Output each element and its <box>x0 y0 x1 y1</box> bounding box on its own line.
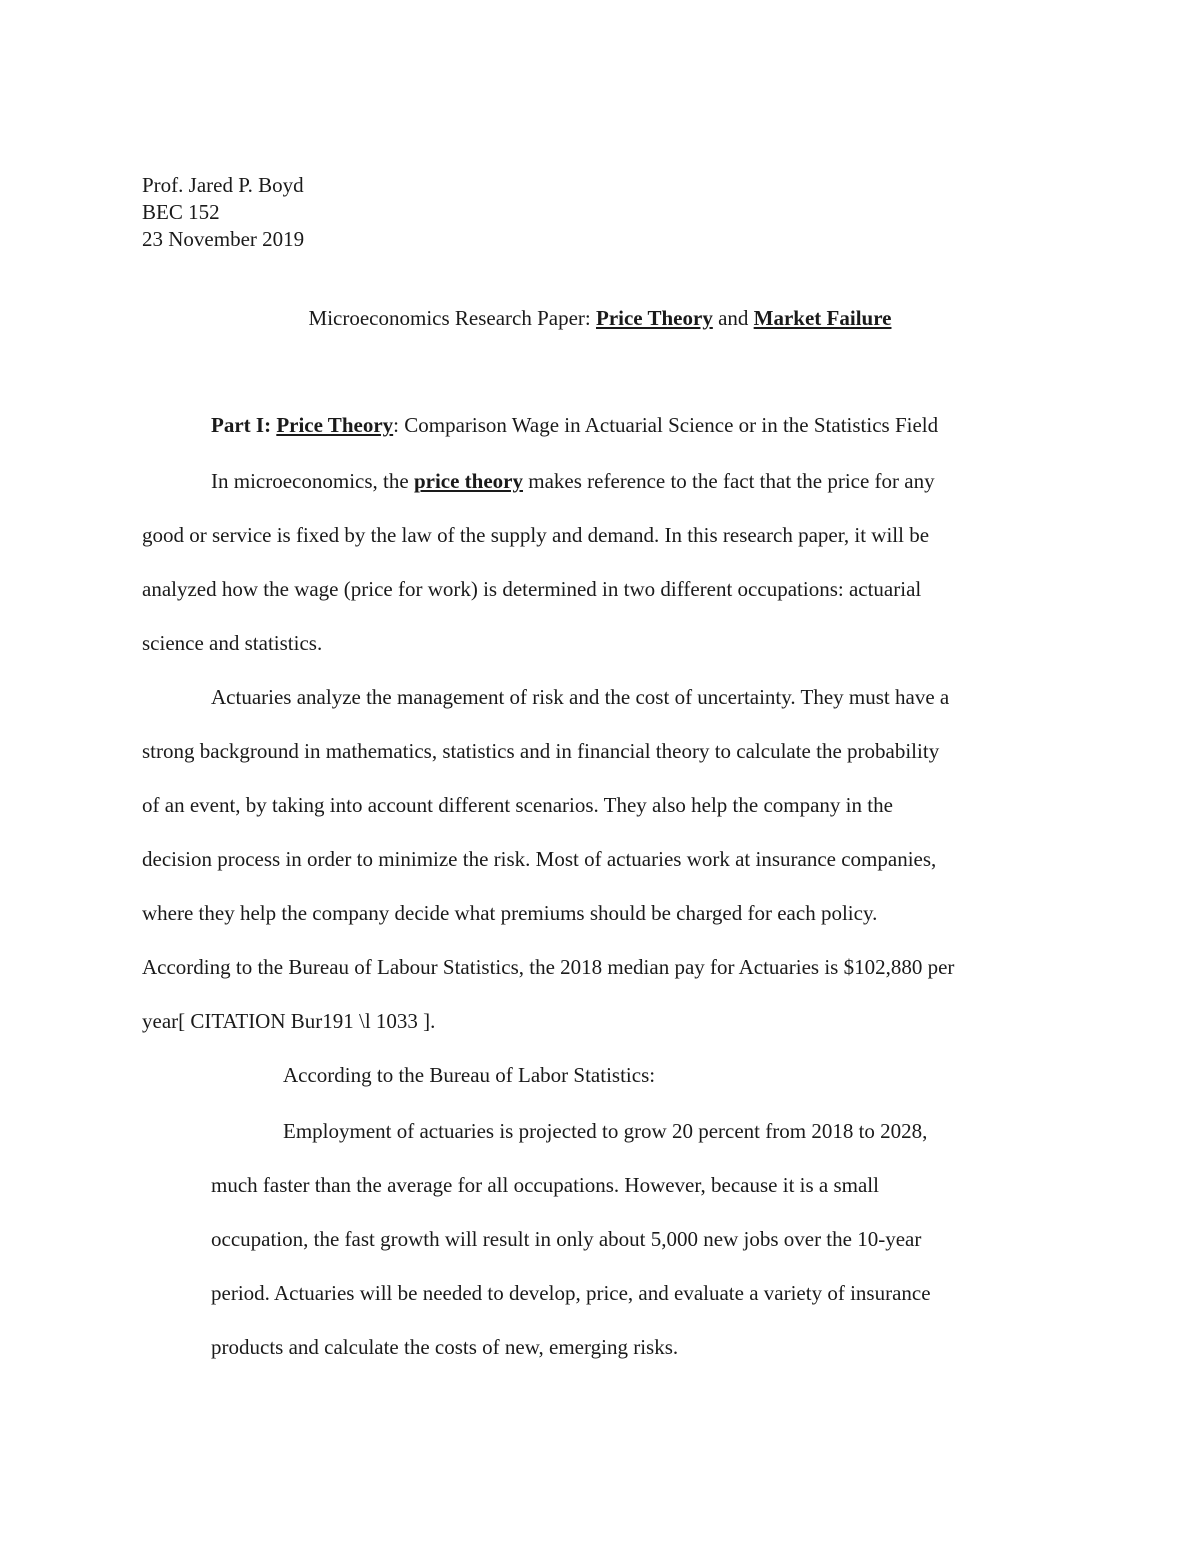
header-block <box>142 172 304 253</box>
para1-line-3: analyzed how the wage (price for work) is determined in two different occupations: actuarial <box>142 577 922 601</box>
para2-line-5: where they help the company decide what premiums should be charged for each policy. <box>142 901 878 925</box>
part1-label: Part I: <box>211 413 277 437</box>
title-prefix: Microeconomics Research Paper: <box>308 306 596 330</box>
quote-line-5: products and calculate the costs of new, emerging risks. <box>211 1335 679 1359</box>
para2-line-2: strong background in mathematics, statistics and in financial theory to calculate the probability <box>142 739 940 763</box>
para1-prefix: In microeconomics, the <box>211 469 414 493</box>
part1-term: Price Theory <box>276 413 394 437</box>
professor-name: Prof. Jared P. Boyd <box>142 173 304 197</box>
para2-line-4: decision process in order to minimize the risk. Most of actuaries work at insurance companies, <box>142 847 937 871</box>
document-date: 23 November 2019 <box>142 227 305 251</box>
para1-line-1 <box>211 469 935 494</box>
para2-line-1: Actuaries analyze the management of risk and the cost of uncertainty. They must have a <box>211 685 950 709</box>
title-term-price-theory: Price Theory <box>596 306 713 330</box>
quote-line-1: Employment of actuaries is projected to grow 20 percent from 2018 to 2028, <box>283 1119 928 1143</box>
para1-line-2: good or service is fixed by the law of the supply and demand. In this research paper, it will be <box>142 523 930 547</box>
quote-line-3: occupation, the fast growth will result in only about 5,000 new jobs over the 10-year <box>211 1227 922 1251</box>
quote-intro: According to the Bureau of Labor Statistics: <box>283 1063 656 1087</box>
para2-line-3: of an event, by taking into account different scenarios. They also help the company in the <box>142 793 893 817</box>
para1-term-price-theory: price theory <box>413 469 523 493</box>
title-middle: and <box>712 306 754 330</box>
course-code: BEC 152 <box>142 200 220 224</box>
para1-suffix: makes reference to the fact that the price for any <box>522 469 935 493</box>
part1-rest: : Comparison Wage in Actuarial Science or in the Statistics Field <box>393 413 939 437</box>
para1-line-4: science and statistics. <box>142 631 323 655</box>
quote-line-4: period. Actuaries will be needed to develop, price, and evaluate a variety of insurance <box>211 1281 931 1305</box>
title-term-market-failure: Market Failure <box>753 306 892 330</box>
para2-line-6: According to the Bureau of Labour Statistics, the 2018 median pay for Actuaries is $102,880 per <box>142 955 955 979</box>
part1-heading <box>211 413 938 438</box>
quote-line-2: much faster than the average for all occupations. However, because it is a small <box>211 1173 879 1197</box>
para2-line-7: year[ CITATION Bur191 \l 1033 ]. <box>142 1009 436 1033</box>
paper-title <box>0 306 1200 331</box>
